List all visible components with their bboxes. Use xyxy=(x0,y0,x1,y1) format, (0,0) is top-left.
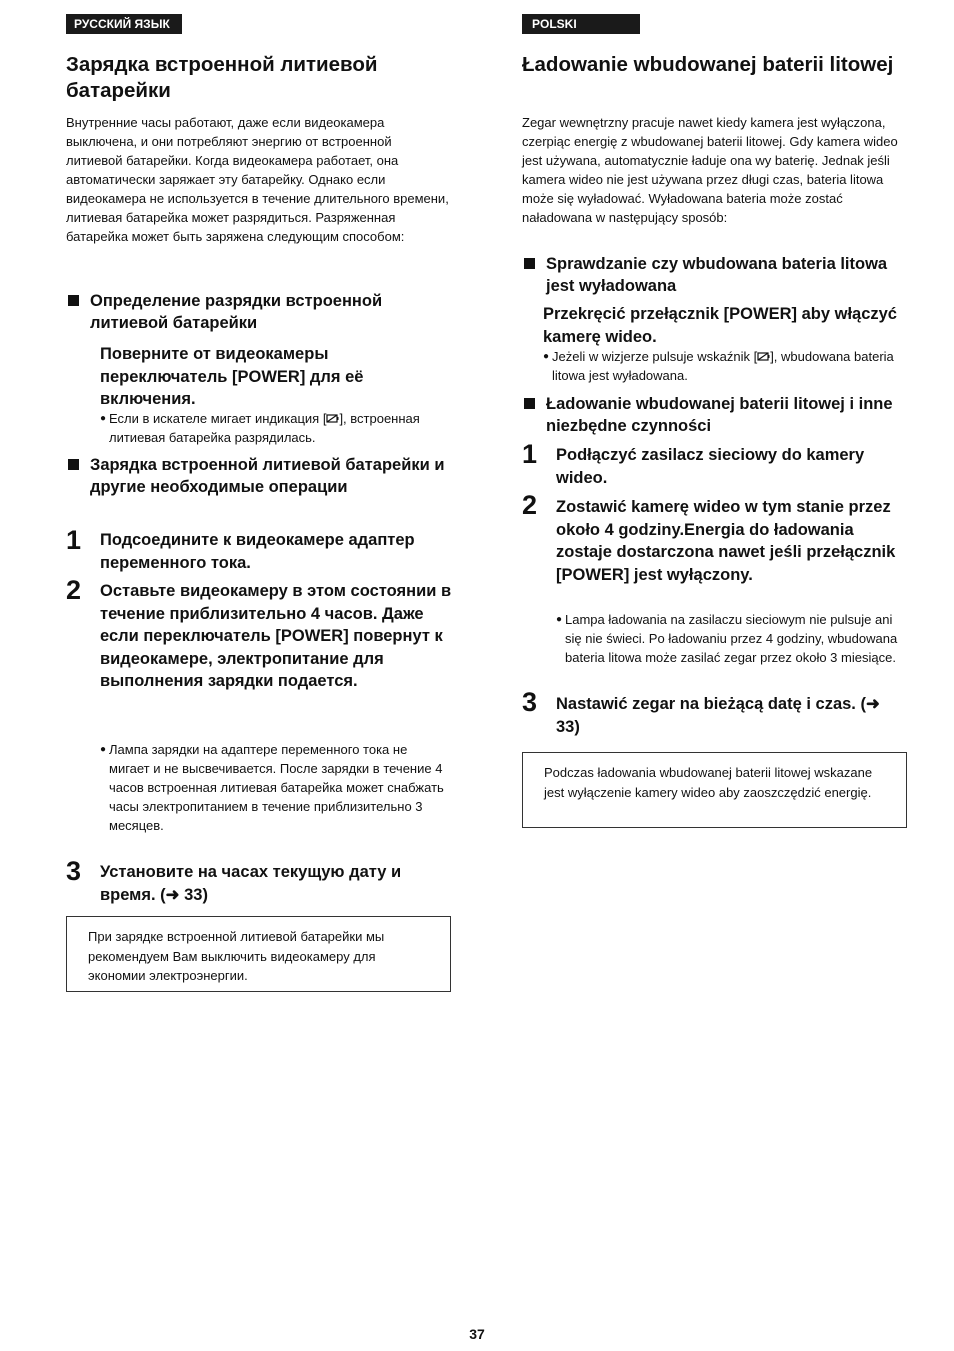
step-text: Установите на часах текущую дату и время. (➜ 33) xyxy=(100,863,402,904)
square-bullet-icon xyxy=(524,398,535,409)
step-text: Zostawić kamerę wideo w tym stanie przez około 4 godziny.Energia do ładowania zostaje dostarczona nawet jeśli przełącznik [POWER] jest wyłączony. xyxy=(556,498,896,584)
note-text-b: ], встроенная литиевая батарейка разрядилась. xyxy=(109,411,420,445)
square-bullet-icon xyxy=(68,459,79,470)
bullet-icon: ● xyxy=(543,351,550,362)
note-text-a: Если в искателе мигает индикация [ xyxy=(109,411,327,426)
section-title: Зарядка встроенной литиевой батарейки xyxy=(66,53,378,102)
note xyxy=(100,409,454,447)
step-number: 2 xyxy=(522,490,538,520)
step-number: 3 xyxy=(66,856,82,886)
step-number: 2 xyxy=(66,575,82,605)
note xyxy=(100,740,450,835)
bullet-icon: ● xyxy=(100,413,107,424)
subsection-heading xyxy=(522,393,908,437)
instruction-text: Przekręcić przełącznik [POWER] aby włączyć kamerę wideo. xyxy=(543,305,897,346)
step-text: Оставьте видеокамеру в этом состоянии в течение приблизительно 4 часов. Даже если переключатель [POWER] повернут к видеокамере, электропитание для выполнения зарядки подается. xyxy=(100,582,452,690)
note-text: Lampa ładowania na zasilaczu sieciowym nie pulsuje ani się nie świeci. Po ładowaniu przez 4 godziny, wbudowana bateria litowa może zasilać zegar przez około 3 miesiące. xyxy=(565,612,898,665)
bullet-icon: ● xyxy=(100,744,107,755)
info-box: Podczas ładowania wbudowanej baterii litowej wskazane jest wyłączenie kamery wideo aby zaoszczędzić energię. xyxy=(522,752,907,828)
step-number: 1 xyxy=(522,439,538,469)
step-number: 1 xyxy=(66,525,82,555)
info-box: При зарядке встроенной литиевой батарейки мы рекомендуем Вам выключить видеокамеру для экономии электроэнергии. xyxy=(66,916,451,992)
note-text: Лампа зарядки на адаптере переменного тока не мигает и не высвечивается. После зарядки в течение 4 часов встроенная литиевая батарейка может снабжать часы электропитанием в течение приблизительно 3 месяцев. xyxy=(109,742,444,833)
square-bullet-icon xyxy=(68,295,79,306)
language-badge: РУССКИЙ ЯЗЫК xyxy=(66,14,182,34)
step-text: Podłączyć zasilacz sieciowy do kamery wideo. xyxy=(556,446,865,487)
bullet-icon: ● xyxy=(556,614,563,625)
battery-warning-icon xyxy=(757,351,770,362)
subsection-heading-text: Sprawdzanie czy wbudowana bateria litowa jest wyładowana xyxy=(546,255,888,295)
step-text: Подсоедините к видеокамере адаптер переменного тока. xyxy=(100,531,415,572)
subsection-heading-text: Ładowanie wbudowanej baterii litowej i inne niezbędne czynności xyxy=(546,395,893,435)
subsection-heading-text: Зарядка встроенной литиевой батарейки и другие необходимые операции xyxy=(90,456,445,496)
step-number: 3 xyxy=(522,687,538,717)
note-text-b: ], wbudowana bateria litowa jest wyładowana. xyxy=(552,349,894,383)
subsection-heading xyxy=(66,290,454,334)
note xyxy=(543,347,905,385)
battery-warning-icon xyxy=(326,413,339,424)
square-bullet-icon xyxy=(524,258,535,269)
step-text: Nastawić zegar na bieżącą datę i czas. (➜ 33) xyxy=(556,695,880,736)
intro-text: Внутренние часы работают, даже если видеокамера выключена, и они потребляют энергию от встроенной литиевой батарейки. Когда видеокамера работает, она автоматически заряжает эту батарейку. Однако если видеокамера не используется в течение длительного времени, литиевая батарейка может разрядиться. Разряженная батарейка может быть заряжена следующим способом: xyxy=(66,115,449,244)
subsection-heading xyxy=(66,454,454,498)
page-number: 37 xyxy=(469,1326,485,1342)
intro-text: Zegar wewnętrzny pracuje nawet kiedy kamera jest wyłączona, czerpiąc energię z wbudowanej baterii litowej. Gdy kamera wideo jest używana, automatycznie ładuje ona wy baterię. Jednak jeśli kamera wideo nie jest używana przez długi czas, bateria litowa może się wyładować. Wyładowana bateria może zostać naładowana w następujący sposób: xyxy=(522,115,898,225)
subsection-heading xyxy=(522,253,908,297)
note xyxy=(556,610,902,667)
note-text-a: Jeżeli w wizjerze pulsuje wskaźnik [ xyxy=(552,349,758,364)
section-title: Ładowanie wbudowanej baterii litowej xyxy=(522,53,894,76)
subsection-heading-text: Определение разрядки встроенной литиевой батарейки xyxy=(90,292,383,332)
language-badge: POLSKI xyxy=(522,14,640,34)
instruction-text: Поверните от видеокамеры переключатель [POWER] для её включения. xyxy=(100,345,364,408)
